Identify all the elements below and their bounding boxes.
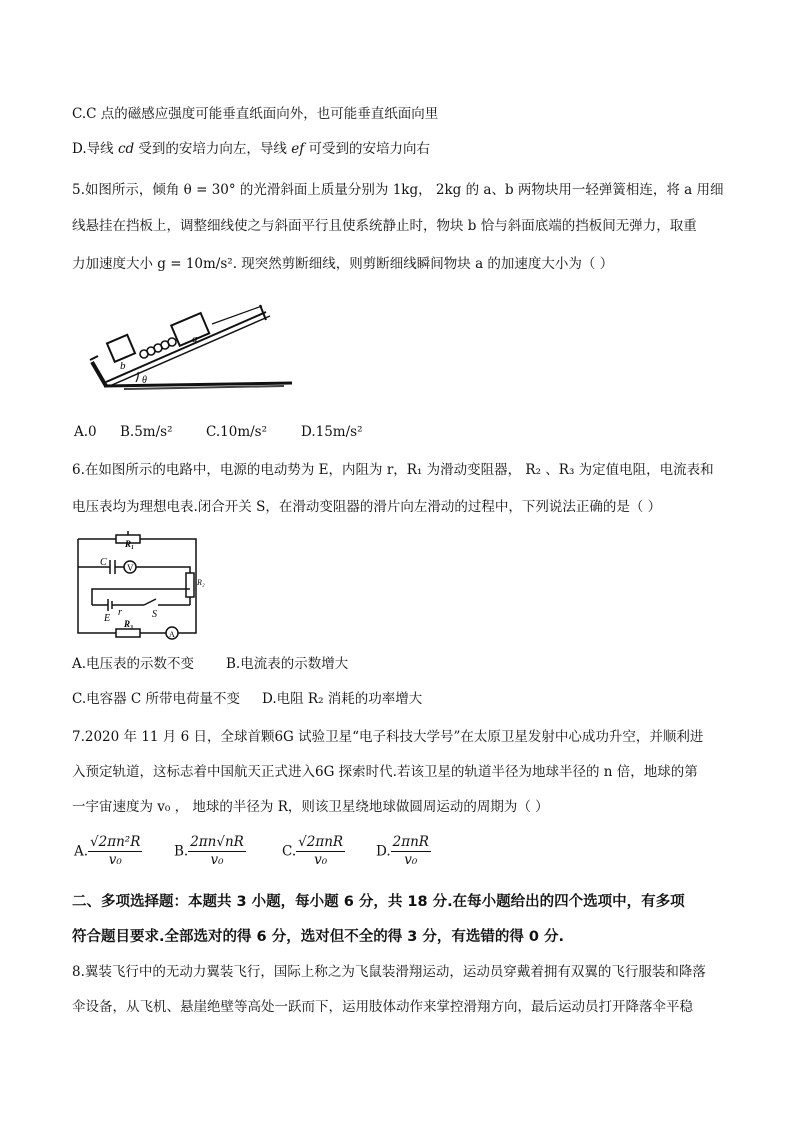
text: D.导线: [72, 141, 118, 157]
q7-d-den: v₀: [404, 852, 418, 868]
q5-option-a: A.0: [74, 424, 97, 440]
q7-option-d: [376, 834, 431, 869]
q7-option-c-label: C.: [282, 843, 297, 860]
r1-label: R₁: [125, 539, 135, 549]
block-a-label: a: [192, 333, 198, 345]
var-ef: ef: [291, 141, 305, 157]
q7-option-c: [282, 834, 345, 869]
q5-option-b: B.5m/s²: [120, 424, 173, 440]
q7-option-d-label: D.: [376, 843, 391, 860]
q5-line-2: 线悬挂在挡板上，调整细线使之与斜面平行且使系统静止时，物块 b 恰与斜面底端的挡板间无弹力，取重: [72, 218, 697, 234]
text: 可受到的安培力向右: [304, 141, 431, 157]
q7-b-den: v₀: [210, 852, 224, 868]
q5-line-1: 5.如图所示，倾角 θ = 30° 的光滑斜面上质量分别为 1kg， 2kg 的 a、b 两物块用一轻弹簧相连，将 a 用细: [72, 182, 724, 198]
q6-option-d: D.电阻 R₂ 消耗的功率增大: [262, 691, 423, 707]
q7-a-num: √2πn²R: [90, 834, 141, 850]
q6-option-c: C.电容器 C 所带电荷量不变: [72, 691, 241, 707]
section-2-heading-line-2: 符合题目要求.全部选对的得 6 分，选对但不全的得 3 分，有选错的得 0 分.: [72, 929, 565, 945]
var-cd: cd: [117, 141, 135, 157]
q7-c-den: v₀: [314, 852, 328, 868]
q7-c-num: √2πnR: [298, 834, 344, 850]
circuit-figure: [72, 527, 212, 645]
q5-option-d: D.15m/s²: [301, 424, 363, 440]
option-d-q4: [72, 139, 430, 159]
s-label: S: [152, 609, 157, 620]
q6-line-1: 6.在如图所示的电路中，电源的电动势为 E，内阻为 r，R₁ 为滑动变阻器， R₂ 、R₃ 为定值电阻，电流表和: [72, 462, 714, 478]
block-b-label: b: [120, 360, 126, 372]
r3-label: R₃: [124, 619, 134, 629]
option-c-q4: C.C 点的磁感应强度可能垂直纸面向外，也可能垂直纸面向里: [72, 106, 439, 122]
angle-label: θ: [142, 375, 147, 386]
r-label: r: [118, 607, 122, 618]
q8-line-1: 8.翼装飞行中的无动力翼装飞行，国际上称之为飞鼠装滑翔运动，运动员穿戴着拥有双翼的飞行服装和降落: [72, 964, 706, 980]
q8-line-2: 伞设备，从飞机、悬崖绝壁等高处一跃而下，运用肢体动作来掌控滑翔方向，最后运动员打开降落伞平稳: [72, 999, 693, 1015]
q7-option-b-label: B.: [174, 843, 189, 860]
incline-figure: [84, 290, 294, 394]
section-2-heading-line-1: 二、多项选择题：本题共 3 小题，每小题 6 分，共 18 分.在每小题给出的四个选项中，有多项: [72, 894, 685, 910]
q6-option-a: A.电压表的示数不变: [72, 656, 195, 672]
q6-line-2: 电压表均为理想电表.闭合开关 S，在滑动变阻器的滑片向左滑动的过程中，下列说法正确的是（ ）: [72, 499, 662, 515]
q7-options: [74, 834, 514, 880]
r2-label: R₂: [197, 578, 205, 587]
ammeter-label: A: [169, 630, 175, 639]
q5-line-3: 力加速度大小 g = 10m/s². 现突然剪断细线，则剪断细线瞬间物块 a 的加速度大小为（ ）: [72, 256, 614, 272]
q7-d-num: 2πnR: [392, 834, 429, 850]
q7-option-b: [174, 834, 246, 869]
voltmeter-label: V: [127, 563, 134, 573]
q5-option-c: C.10m/s²: [206, 424, 268, 440]
q7-option-a-label: A.: [74, 843, 89, 860]
q7-line-1: 7.2020 年 11 月 6 日，全球首颗6G 试验卫星“电子科技大学号”在太原卫星发射中心成功升空，并顺利进: [72, 729, 704, 745]
text: 受到的安培力向左，导线: [134, 141, 292, 157]
q7-line-2: 入预定轨道，这标志着中国航天正式进入6G 探索时代.若该卫星的轨道半径为地球半径的 n 倍，地球的第: [72, 764, 698, 780]
c-label: C: [100, 557, 107, 568]
q7-a-den: v₀: [108, 852, 122, 868]
q7-option-a: [74, 834, 142, 869]
q7-b-num: 2πn√nR: [190, 834, 244, 850]
q6-option-b: B.电流表的示数增大: [226, 656, 349, 672]
e-label: E: [104, 613, 111, 624]
q7-line-3: 一宇宙速度为 v₀ ， 地球的半径为 R，则该卫星绕地球做圆周运动的周期为（ ）: [72, 799, 549, 815]
